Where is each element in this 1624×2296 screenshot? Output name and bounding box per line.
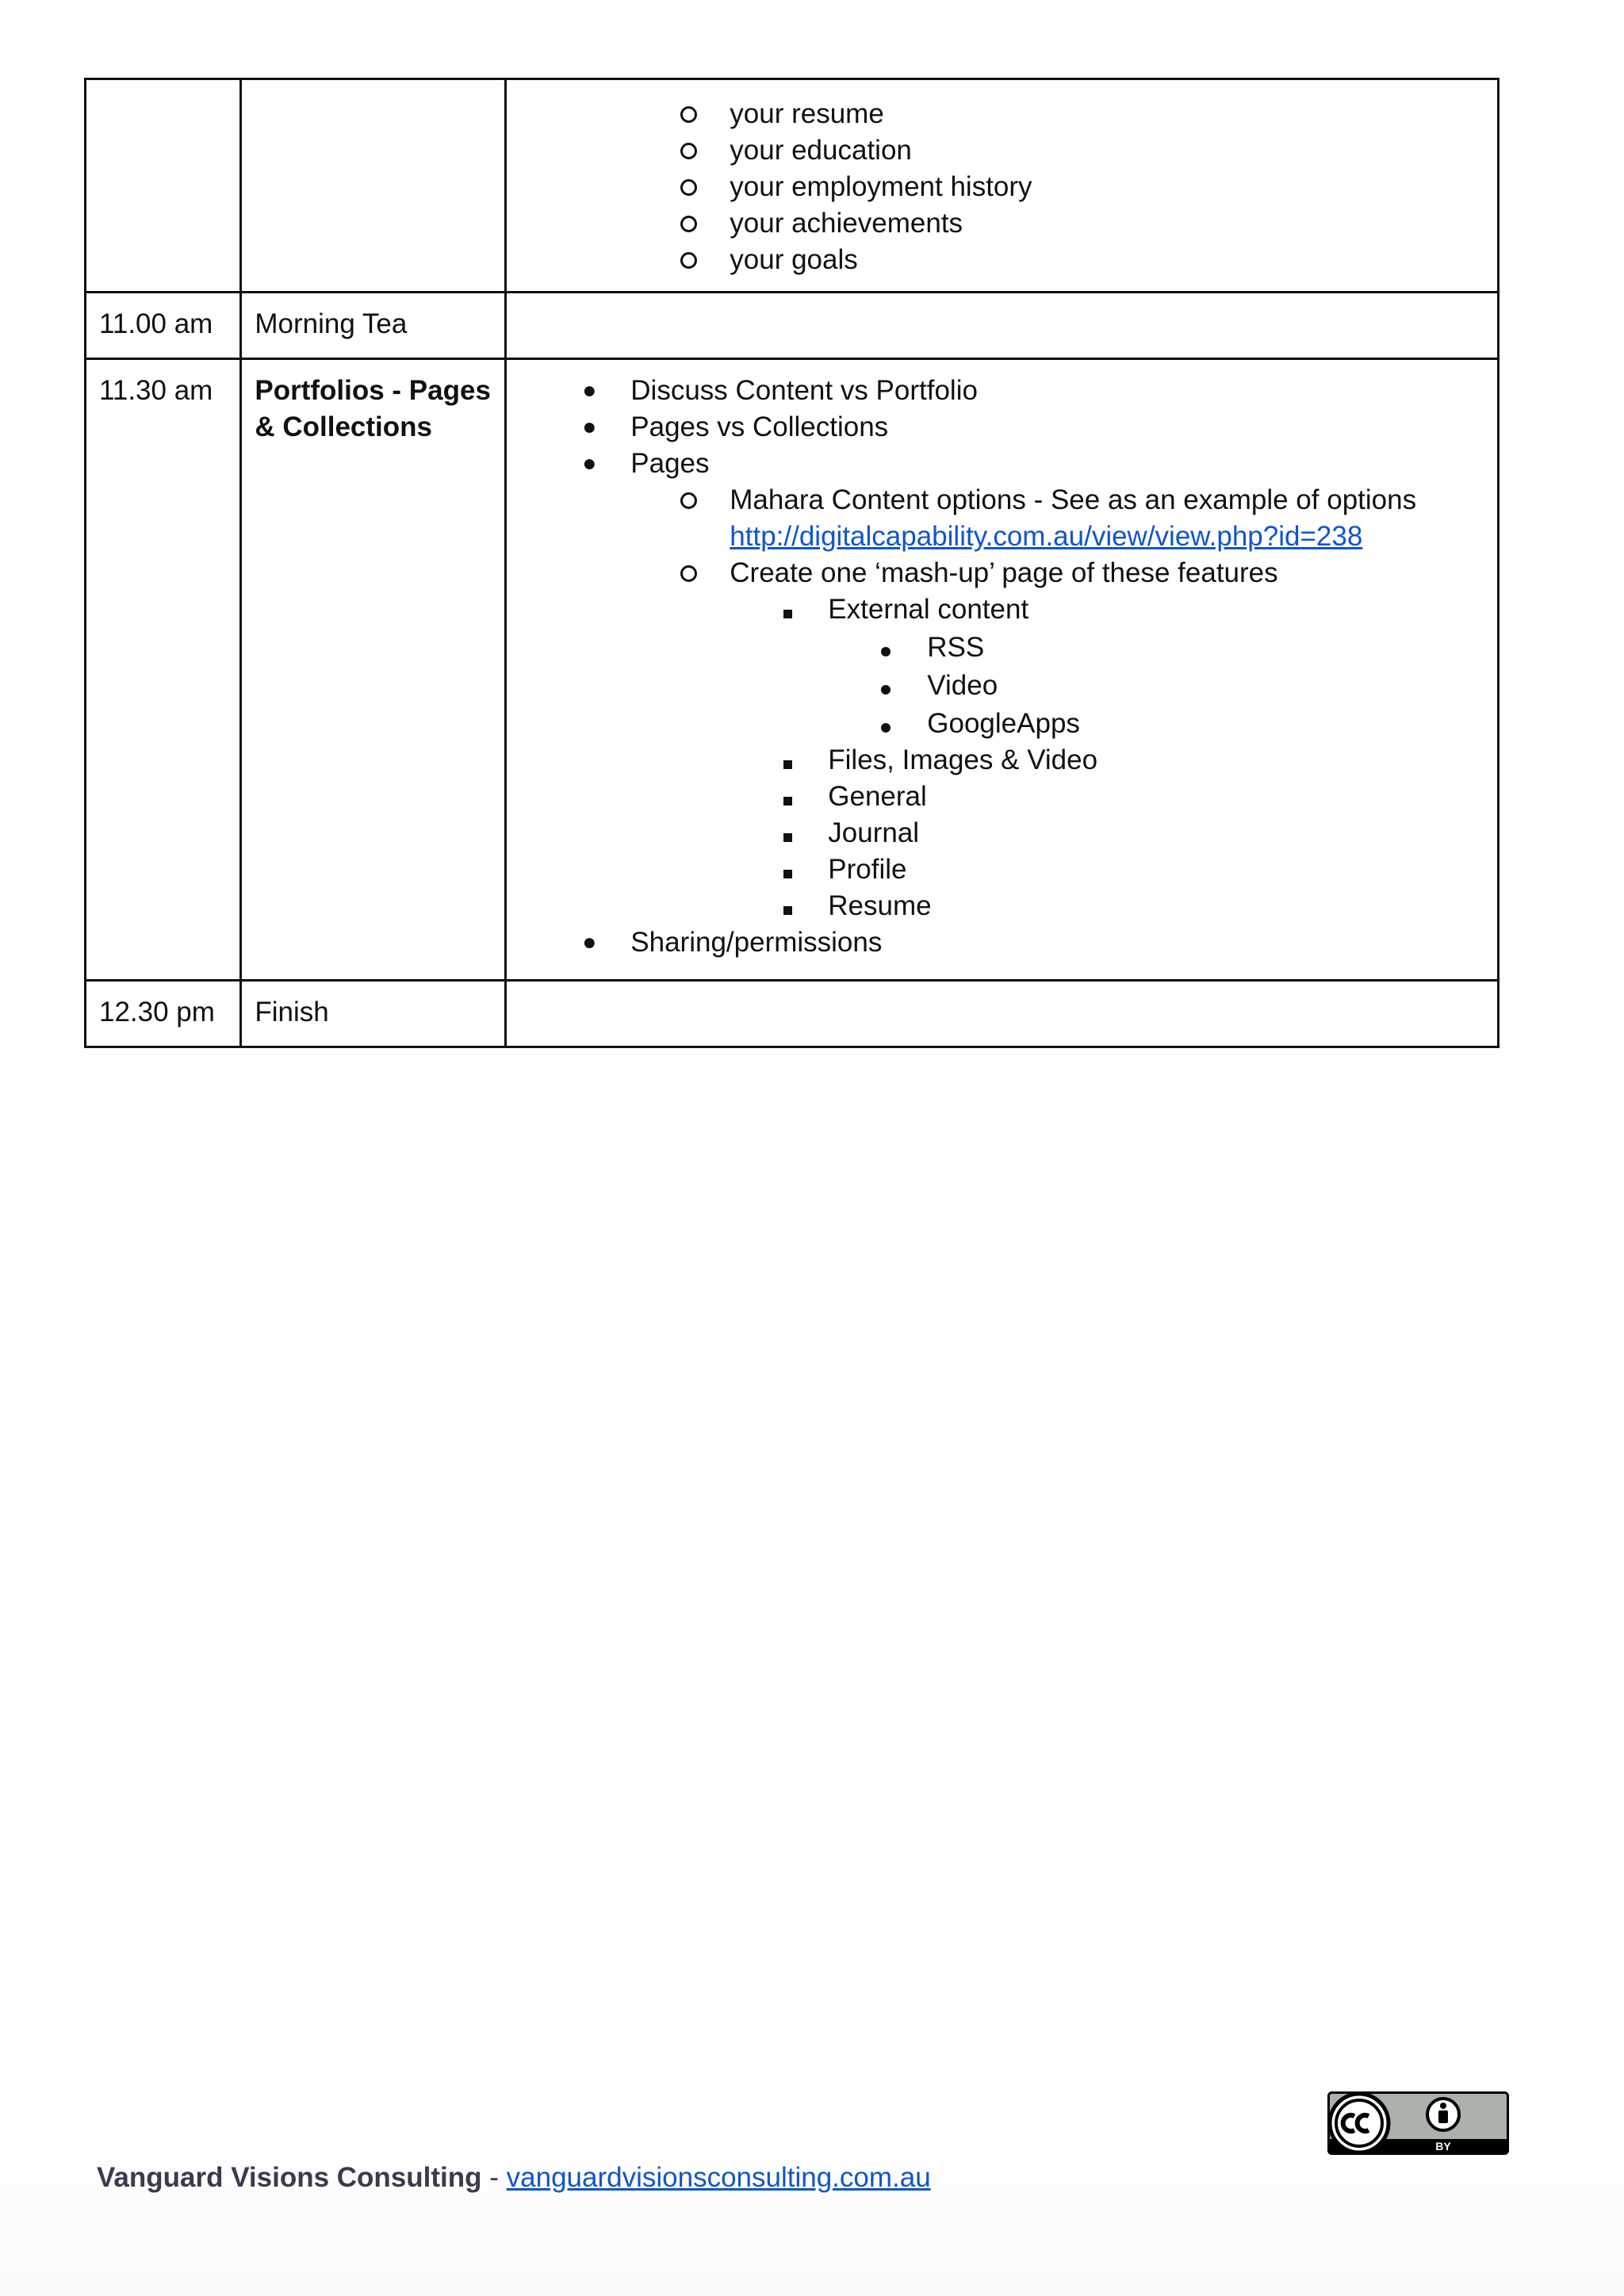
list-item: General (519, 779, 1484, 815)
list-item: External content (519, 591, 1484, 628)
details-list (519, 96, 1484, 278)
bullet-icon: ● (582, 377, 597, 404)
list-item: your employment history (519, 169, 1484, 205)
hollow-bullet-icon (672, 555, 704, 591)
hollow-bullet-icon (672, 242, 704, 278)
details-cell (506, 293, 1499, 359)
time-cell (86, 79, 241, 293)
list-item: your resume (519, 96, 1484, 132)
list-item: ● Sharing/permissions (519, 924, 1484, 961)
square-bullet-icon (772, 815, 803, 851)
time-cell: 11.00 am (86, 293, 241, 359)
footer-brand: Vanguard Visions Consulting (97, 2162, 482, 2193)
list-item: Profile (519, 851, 1484, 888)
list-item: Journal (519, 815, 1484, 851)
list-item: GoogleApps (519, 706, 1484, 742)
footer-link[interactable]: vanguardvisionsconsulting.com.au (506, 2162, 931, 2193)
details-cell (506, 981, 1499, 1047)
hollow-bullet-icon (672, 96, 704, 132)
list-item: your education (519, 132, 1484, 169)
topic-cell: Finish (241, 981, 506, 1047)
bullet-icon: ● (582, 929, 597, 955)
small-bullet-icon (870, 668, 902, 704)
topic-cell: Morning Tea (241, 293, 506, 359)
list-item: Video (519, 668, 1484, 704)
hollow-bullet-icon (672, 132, 704, 169)
bullet-icon: ● (582, 414, 597, 440)
example-link[interactable]: http://digitalcapability.com.au/view/view.php?id=238 (730, 521, 1363, 552)
hollow-bullet-icon (672, 169, 704, 205)
topic-cell: Portfolios - Pages & Collections (241, 359, 506, 981)
square-bullet-icon (772, 742, 803, 779)
list-item: ● Pages vs Collections (519, 409, 1484, 446)
table-row (86, 981, 1499, 1047)
table-row (86, 79, 1499, 293)
list-item: your goals (519, 242, 1484, 278)
time-cell: 11.30 am (86, 359, 241, 981)
square-bullet-icon (772, 779, 803, 815)
list-item: Mahara Content options - See as an example of options http://digitalcapability.com.au/view/view.php?id=238 (519, 482, 1484, 555)
license-label: BY (1435, 2140, 1451, 2152)
footer (97, 2160, 931, 2196)
list-item: your achievements (519, 205, 1484, 242)
list-item: Files, Images & Video (519, 742, 1484, 779)
list-item: ● Pages (519, 446, 1484, 482)
details-list (519, 373, 1484, 961)
bullet-icon: ● (582, 450, 597, 476)
table-row (86, 293, 1499, 359)
small-bullet-icon (870, 629, 902, 666)
details-cell (506, 359, 1499, 981)
list-item: ● Discuss Content vs Portfolio (519, 373, 1484, 409)
list-item: RSS (519, 629, 1484, 666)
square-bullet-icon (772, 851, 803, 888)
schedule-table (84, 78, 1500, 1048)
hollow-bullet-icon (672, 205, 704, 242)
table-row (86, 359, 1499, 981)
topic-cell (241, 79, 506, 293)
time-cell: 12.30 pm (86, 981, 241, 1047)
square-bullet-icon (772, 591, 803, 628)
small-bullet-icon (870, 706, 902, 742)
hollow-bullet-icon (672, 482, 704, 519)
details-cell (506, 79, 1499, 293)
list-item: Create one ‘mash-up’ page of these features (519, 555, 1484, 591)
footer-separator: - (481, 2162, 507, 2193)
square-bullet-icon (772, 888, 803, 924)
creative-commons-by-icon (1327, 2091, 1509, 2155)
list-item: Resume (519, 888, 1484, 924)
